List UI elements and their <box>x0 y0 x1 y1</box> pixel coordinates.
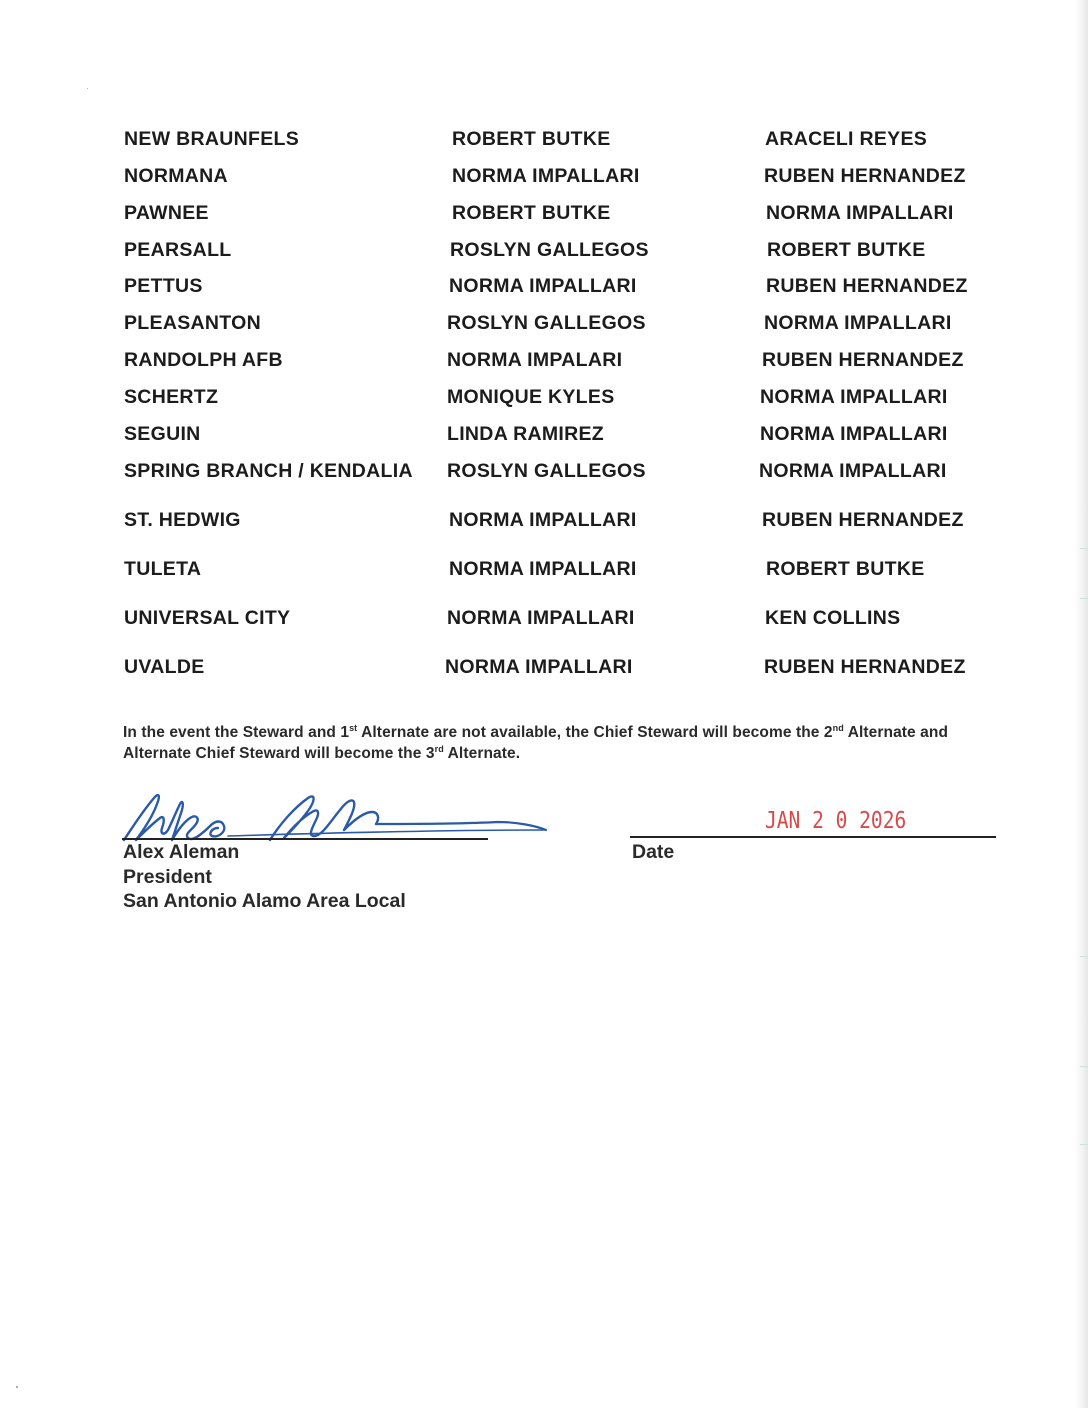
roster-row <box>0 126 1088 152</box>
alternate-cell: ROBERT BUTKE <box>766 558 925 580</box>
location-cell: ST. HEDWIG <box>124 509 241 531</box>
roster-row <box>0 273 1088 299</box>
date-stamp: JAN 2 0 2026 <box>765 808 907 834</box>
signer-name: Alex Aleman <box>123 841 240 863</box>
location-cell: PETTUS <box>124 275 203 297</box>
note-text: In the event the Steward and 1 <box>123 724 350 741</box>
alternate-cell: RUBEN HERNANDEZ <box>764 656 966 678</box>
alternate-cell: RUBEN HERNANDEZ <box>762 509 964 531</box>
alternate-cell: KEN COLLINS <box>765 607 901 629</box>
location-cell: SEGUIN <box>124 423 201 445</box>
alternate-cell: RUBEN HERNANDEZ <box>766 275 968 297</box>
roster-row <box>0 163 1088 189</box>
note-text: Alternate are not available, the Chief Steward will become the 2 <box>357 724 833 741</box>
scan-edge-mark <box>1080 548 1088 549</box>
scan-edge-mark <box>1080 1144 1088 1145</box>
steward-cell: ROSLYN GALLEGOS <box>450 239 649 261</box>
steward-cell: LINDA RAMIREZ <box>447 423 604 445</box>
location-cell: SPRING BRANCH / KENDALIA <box>124 460 413 482</box>
alternate-cell: NORMA IMPALLARI <box>760 386 948 408</box>
signer-block <box>123 840 406 914</box>
signer-title: President <box>123 865 212 888</box>
roster-row <box>0 310 1088 336</box>
steward-cell: ROSLYN GALLEGOS <box>447 460 646 482</box>
alternate-cell: ARACELI REYES <box>765 128 928 150</box>
roster-row <box>0 507 1088 533</box>
roster-row <box>0 556 1088 582</box>
location-cell: PLEASANTON <box>124 312 261 334</box>
location-cell: SCHERTZ <box>124 386 219 408</box>
note-superscript: st <box>349 723 358 733</box>
steward-cell: NORMA IMPALLARI <box>449 275 637 297</box>
scan-speck <box>16 1386 18 1388</box>
steward-cell: ROBERT BUTKE <box>452 202 611 224</box>
scan-edge-mark <box>1080 956 1088 957</box>
roster-row <box>0 458 1088 484</box>
location-cell: PEARSALL <box>124 239 232 261</box>
alternate-cell: NORMA IMPALLARI <box>764 312 952 334</box>
steward-cell: NORMA IMPALARI <box>447 349 623 371</box>
alternate-cell: RUBEN HERNANDEZ <box>762 349 964 371</box>
steward-cell: NORMA IMPALLARI <box>445 656 633 678</box>
roster-row <box>0 605 1088 631</box>
alternate-cell: NORMA IMPALLARI <box>766 202 954 224</box>
location-cell: NEW BRAUNFELS <box>124 128 300 150</box>
roster-row <box>0 200 1088 226</box>
roster-row <box>0 421 1088 447</box>
date-line <box>630 836 996 838</box>
roster-row <box>0 237 1088 263</box>
date-label: Date <box>632 841 675 863</box>
note-superscript: nd <box>832 723 844 733</box>
location-cell: PAWNEE <box>124 202 209 224</box>
steward-cell: NORMA IMPALLARI <box>447 607 635 629</box>
alternate-cell: RUBEN HERNANDEZ <box>764 165 966 187</box>
roster-row <box>0 654 1088 680</box>
alternate-cell: ROBERT BUTKE <box>767 239 926 261</box>
alternate-cell: NORMA IMPALLARI <box>759 460 947 482</box>
signer-organization: San Antonio Alamo Area Local <box>123 890 406 912</box>
steward-cell: ROBERT BUTKE <box>452 128 611 150</box>
scan-edge-shadow <box>1074 0 1088 1408</box>
steward-cell: NORMA IMPALLARI <box>452 165 640 187</box>
location-cell: RANDOLPH AFB <box>124 349 283 371</box>
location-cell: NORMANA <box>124 165 228 187</box>
note-text: Alternate and Alternate Chief Steward will become the 3 <box>123 724 949 762</box>
alternate-policy-note <box>123 722 983 764</box>
note-superscript: rd <box>434 744 444 754</box>
location-cell: UVALDE <box>124 656 205 678</box>
roster-row <box>0 347 1088 373</box>
roster-row <box>0 384 1088 410</box>
note-text: Alternate. <box>443 745 521 762</box>
steward-cell: ROSLYN GALLEGOS <box>447 312 646 334</box>
alternate-cell: NORMA IMPALLARI <box>760 423 948 445</box>
scan-speck <box>87 88 88 89</box>
steward-cell: MONIQUE KYLES <box>447 386 615 408</box>
location-cell: UNIVERSAL CITY <box>124 607 291 629</box>
scan-edge-mark <box>1080 598 1088 599</box>
steward-cell: NORMA IMPALLARI <box>449 558 637 580</box>
scan-edge-mark <box>1080 1066 1088 1067</box>
location-cell: TULETA <box>124 558 202 580</box>
steward-cell: NORMA IMPALLARI <box>449 509 637 531</box>
